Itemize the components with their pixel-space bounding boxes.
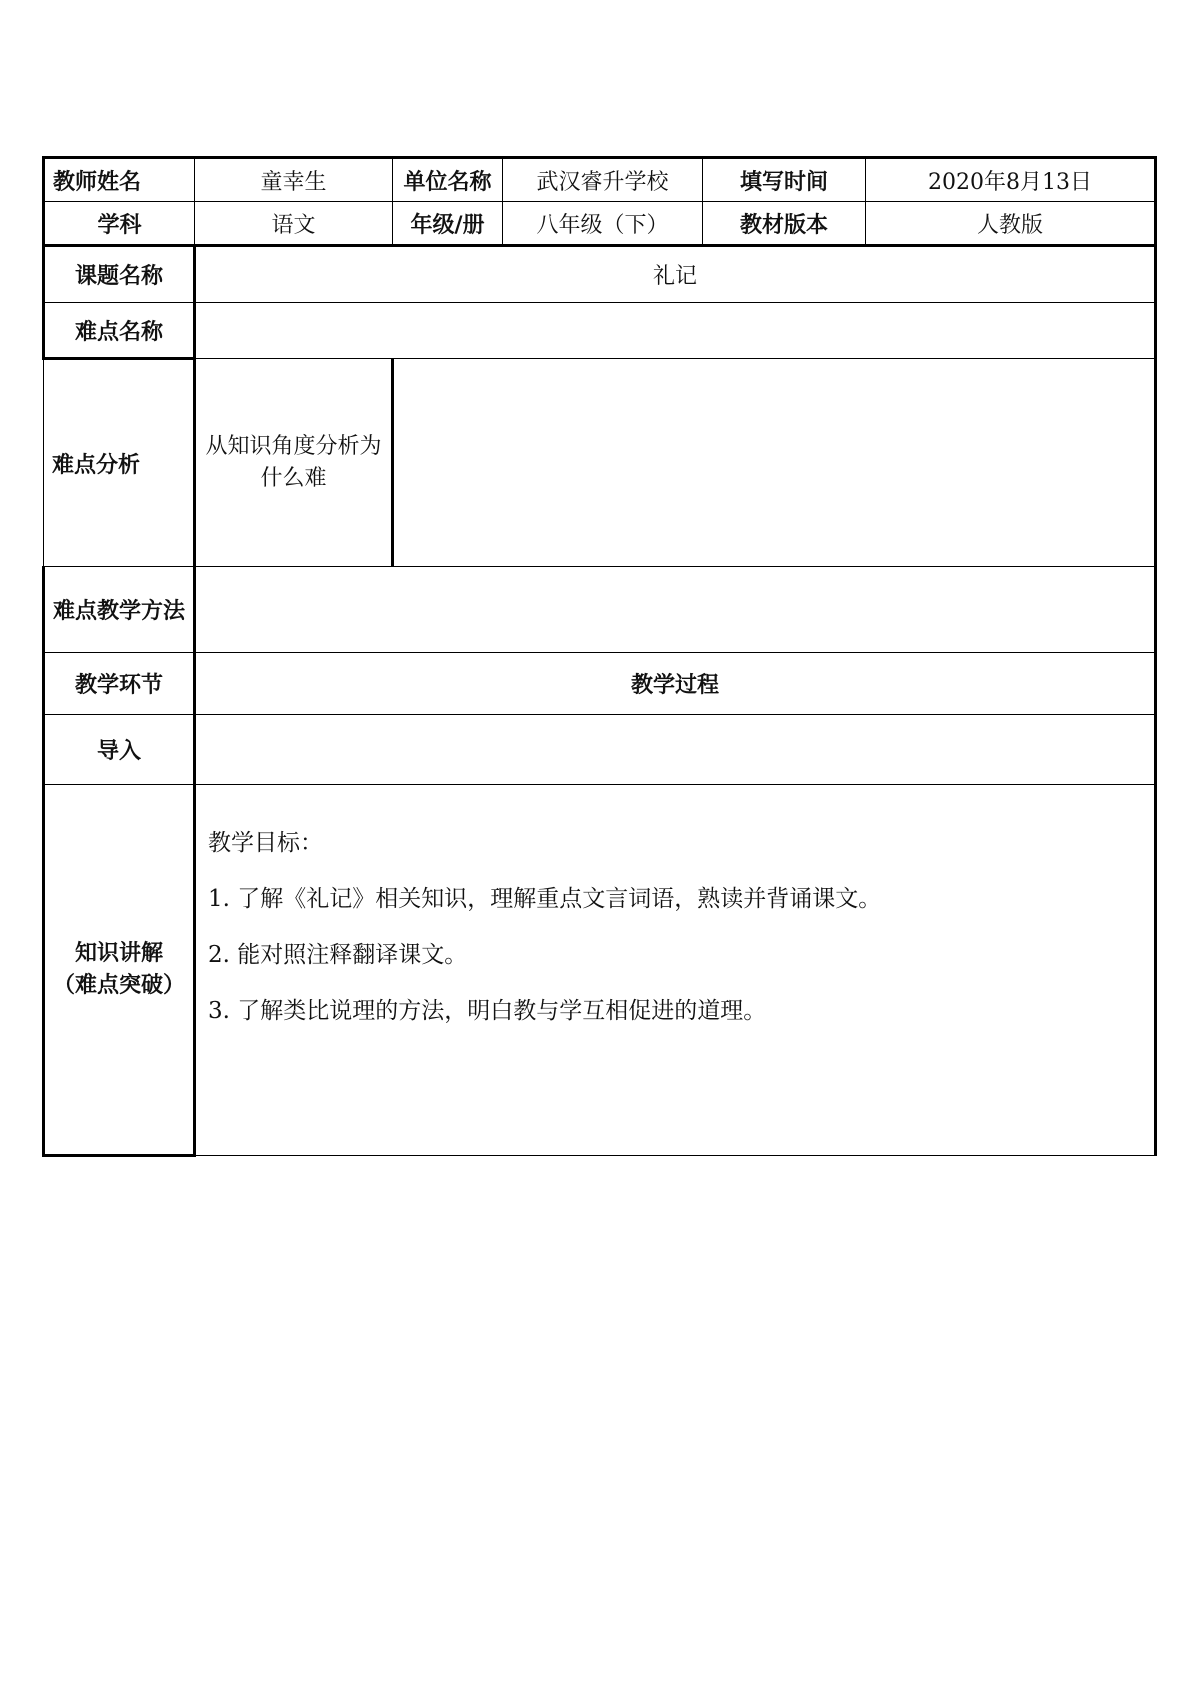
subject-value: 语文 xyxy=(195,202,393,246)
edition-value: 人教版 xyxy=(866,202,1156,246)
unit-label: 单位名称 xyxy=(393,158,503,202)
objective-item-3: 3. 了解类比说理的方法，明白教与学互相促进的道理。 xyxy=(208,998,767,1024)
teacher-label: 教师姓名 xyxy=(44,158,195,202)
intro-value xyxy=(195,715,1156,785)
intro-label: 导入 xyxy=(44,715,195,785)
teacher-value: 童幸生 xyxy=(195,158,393,202)
objective-item-1: 1. 了解《礼记》相关知识，理解重点文言词语，熟读并背诵课文。 xyxy=(208,886,882,912)
difficulty-row xyxy=(44,303,1156,359)
grade-label: 年级/册 xyxy=(393,202,503,246)
time-label: 填写时间 xyxy=(703,158,866,202)
header-row-2 xyxy=(44,202,1156,246)
objective-item-2: 2. 能对照注释翻译课文。 xyxy=(208,942,468,968)
lesson-plan-table xyxy=(42,156,1157,1157)
edition-label: 教材版本 xyxy=(703,202,866,246)
knowledge-label xyxy=(44,785,195,1156)
knowledge-label-line-2: （难点突破） xyxy=(53,972,186,998)
stage-label: 教学环节 xyxy=(44,653,195,715)
objectives-heading: 教学目标： xyxy=(208,830,323,856)
subject-label: 学科 xyxy=(44,202,195,246)
topic-value: 礼记 xyxy=(195,246,1156,303)
analysis-sub-line-1: 从知识角度分析为 xyxy=(205,433,382,459)
intro-row xyxy=(44,715,1156,785)
difficulty-label: 难点名称 xyxy=(44,303,195,359)
analysis-label: 难点分析 xyxy=(44,359,195,567)
difficulty-value xyxy=(195,303,1156,359)
unit-value: 武汉睿升学校 xyxy=(503,158,703,202)
header-row-1 xyxy=(44,158,1156,202)
method-value xyxy=(195,567,1156,653)
topic-row xyxy=(44,246,1156,303)
knowledge-row xyxy=(44,785,1156,1156)
knowledge-label-line-1: 知识讲解 xyxy=(74,940,163,966)
method-row xyxy=(44,567,1156,653)
analysis-sub-label xyxy=(195,359,393,567)
analysis-value xyxy=(393,359,1156,567)
analysis-sub-line-2: 什么难 xyxy=(260,465,327,491)
time-value: 2020年8月13日 xyxy=(866,158,1156,202)
topic-label: 课题名称 xyxy=(44,246,195,303)
knowledge-content xyxy=(195,785,1156,1156)
process-label: 教学过程 xyxy=(195,653,1156,715)
analysis-row xyxy=(44,359,1156,567)
grade-value: 八年级（下） xyxy=(503,202,703,246)
method-label: 难点教学方法 xyxy=(44,567,195,653)
process-header-row xyxy=(44,653,1156,715)
